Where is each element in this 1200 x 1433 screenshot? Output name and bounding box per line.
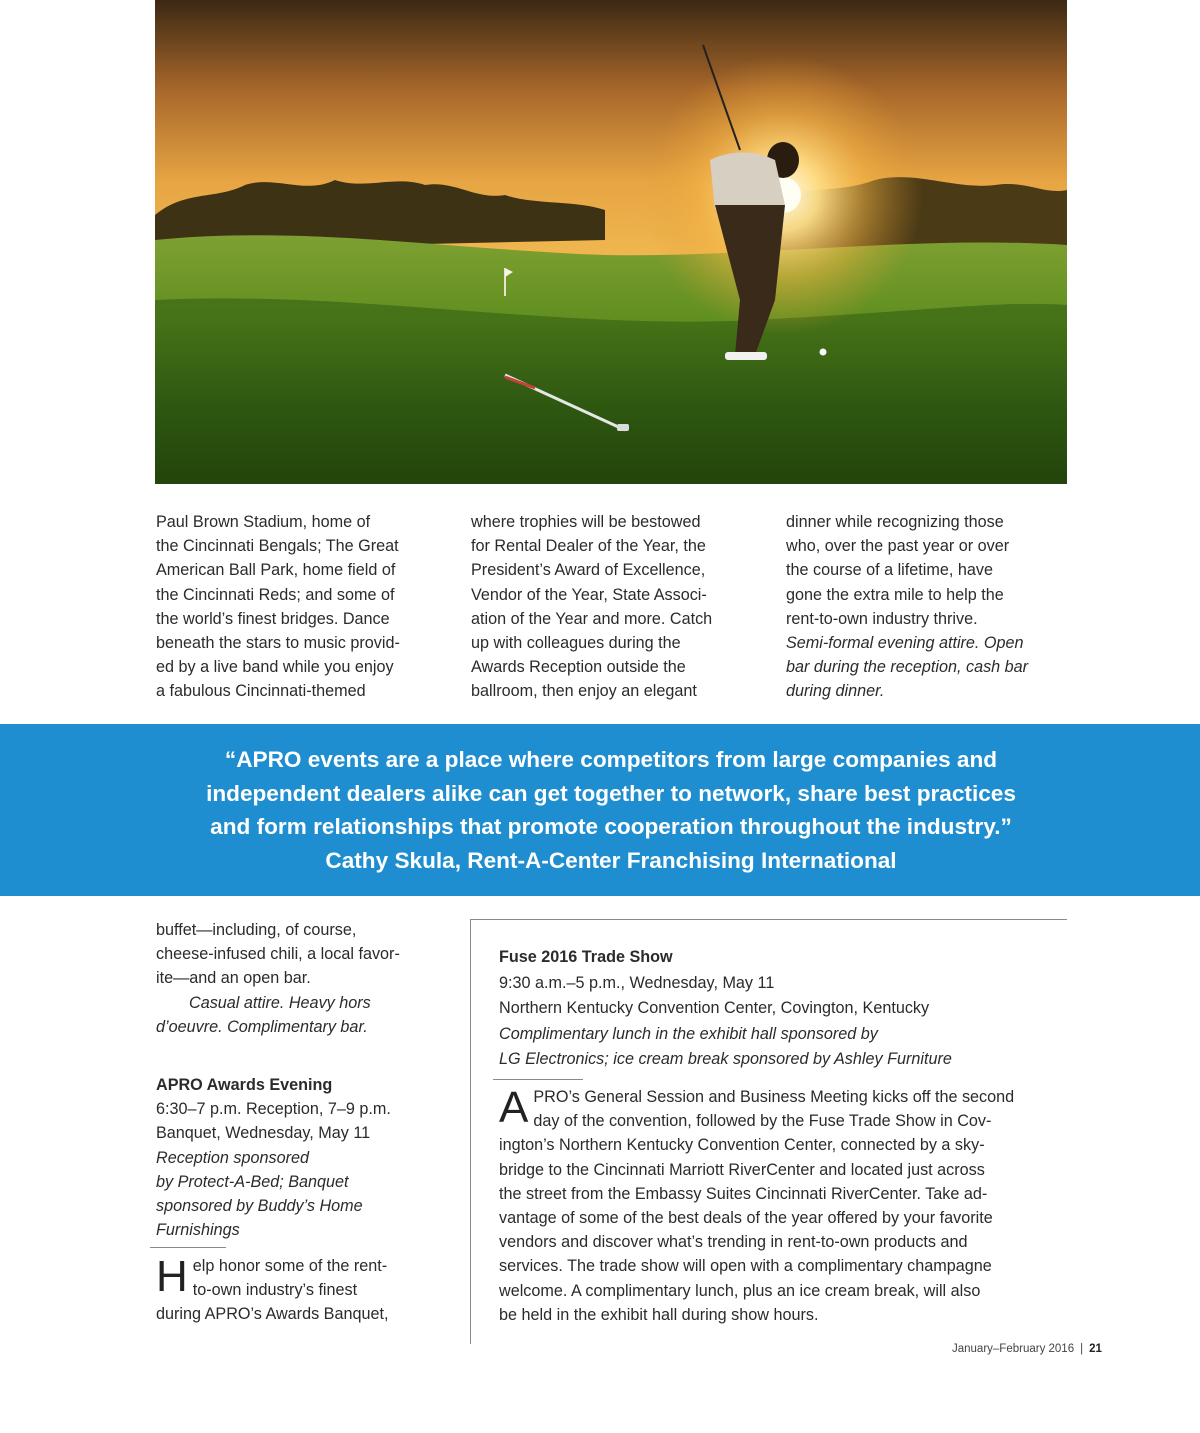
drop-cap: A [499, 1083, 529, 1132]
section-divider [493, 1079, 583, 1080]
text-line: President’s Award of Excellence, [471, 561, 706, 580]
trade-show-top-rule [471, 919, 1067, 920]
text-line: to-own industry’s finest [192, 1281, 358, 1300]
golf-course-illustration [155, 0, 1067, 484]
text-line: gone the extra mile to help the [786, 585, 1004, 604]
text-line: vendors and discover what’s trending in rent-to-own products and [499, 1233, 968, 1252]
pull-quote [0, 743, 1200, 877]
awards-sponsor-line: Reception sponsored [156, 1148, 309, 1167]
awards-heading: APRO Awards Evening [156, 1076, 333, 1094]
awards-section [156, 1073, 456, 1242]
text-line: beneath the stars to music provid- [156, 634, 400, 653]
issue-date: January–February 2016 [952, 1343, 1075, 1355]
trade-show-location: Northern Kentucky Convention Center, Covington, Kentucky [499, 999, 930, 1017]
text-line: welcome. A complimentary lunch, plus an ice cream break, will also [499, 1281, 981, 1300]
text-line: ed by a live band while you enjoy [156, 658, 394, 677]
awards-sponsor-line: by Protect-A-Bed; Banquet [156, 1172, 349, 1191]
text-line: during APRO’s Awards Banquet, [156, 1305, 389, 1324]
attire-note-line: bar during the reception, cash bar [786, 658, 1029, 677]
attire-note-line: d’oeuvre. Complimentary bar. [156, 1017, 368, 1036]
page-number: 21 [1089, 1343, 1102, 1355]
awards-body [156, 1254, 456, 1327]
awards-sponsor-line: Furnishings [156, 1221, 240, 1240]
text-line: PRO’s General Session and Business Meeting kicks off the second [533, 1088, 1015, 1106]
pull-quote-attribution: Cathy Skula, Rent-A-Center Franchising International [325, 847, 897, 873]
text-line: Paul Brown Stadium, home of [156, 513, 371, 531]
text-line: ite—and an open bar. [156, 969, 311, 988]
footer-separator: | [1080, 1343, 1084, 1355]
text-line: rent-to-own industry thrive. [786, 609, 978, 628]
text-line: cheese-infused chili, a local favor- [156, 945, 400, 964]
text-line: who, over the past year or over [786, 537, 1010, 556]
trade-show-sponsor-line: LG Electronics; ice cream break sponsored by Ashley Furniture [499, 1050, 952, 1068]
attire-note-line: Casual attire. Heavy hors [189, 993, 371, 1012]
intro-column-1 [156, 510, 456, 704]
text-line: ington’s Northern Kentucky Convention Center, connected by a sky- [499, 1136, 985, 1155]
intro-column-3 [786, 510, 1086, 704]
pull-quote-line: independent dealers alike can get together to network, share best practices [206, 780, 1016, 806]
text-line: for Rental Dealer of the Year, the [471, 537, 706, 556]
attire-note-line: during dinner. [786, 682, 885, 701]
pull-quote-line: and form relationships that promote cooperation throughout the industry.” [210, 814, 1012, 839]
awards-time-line: Banquet, Wednesday, May 11 [156, 1124, 371, 1143]
page-footer [952, 1343, 1102, 1355]
text-line: dinner while recognizing those [786, 513, 1004, 531]
trade-show-sponsor-line: Complimentary lunch in the exhibit hall sponsored by [499, 1024, 878, 1043]
awards-sponsor-line: sponsored by Buddy’s Home [156, 1197, 363, 1216]
text-line: the world’s finest bridges. Dance [156, 609, 390, 628]
trade-show-time: 9:30 a.m.–5 p.m., Wednesday, May 11 [499, 973, 775, 992]
trade-show-info [499, 945, 1079, 1073]
text-line: ballroom, then enjoy an elegant [471, 682, 697, 701]
awards-time-line: 6:30–7 p.m. Reception, 7–9 p.m. [156, 1100, 391, 1119]
text-line: the street from the Embassy Suites Cincinnati RiverCenter. Take ad- [499, 1184, 988, 1203]
column-divider [470, 919, 471, 1344]
pull-quote-line: “APRO events are a place where competitors from large companies and [224, 747, 998, 772]
hero-photo [155, 0, 1067, 484]
text-line: bridge to the Cincinnati Marriott RiverCenter and located just across [499, 1160, 985, 1179]
text-line: elp honor some of the rent- [192, 1257, 388, 1275]
text-line: Vendor of the Year, State Associ- [471, 585, 707, 604]
text-line: the Cincinnati Bengals; The Great [156, 537, 399, 556]
text-line: vantage of some of the best deals of the year offered by your favorite [499, 1209, 993, 1228]
intro-column-2 [471, 510, 771, 704]
text-line: the Cincinnati Reds; and some of [156, 585, 395, 604]
attire-note-line: Semi-formal evening attire. Open [786, 634, 1024, 653]
left-column [156, 918, 456, 1039]
section-divider [150, 1247, 226, 1248]
text-line: Awards Reception outside the [471, 658, 686, 677]
text-line: be held in the exhibit hall during show hours. [499, 1305, 819, 1324]
text-line: day of the convention, followed by the Fuse Trade Show in Cov- [533, 1112, 992, 1131]
text-line: buffet—including, of course, [156, 921, 357, 939]
text-line: the course of a lifetime, have [786, 561, 993, 580]
text-line: services. The trade show will open with a complimentary champagne [499, 1257, 992, 1276]
text-line: up with colleagues during the [471, 634, 681, 653]
text-line: where trophies will be bestowed [471, 513, 701, 531]
trade-show-heading: Fuse 2016 Trade Show [499, 948, 673, 966]
text-line: a fabulous Cincinnati-themed [156, 682, 366, 701]
trade-show-body [499, 1085, 1079, 1327]
text-line: ation of the Year and more. Catch [471, 609, 713, 628]
text-line: American Ball Park, home field of [156, 561, 396, 580]
drop-cap: H [156, 1252, 188, 1301]
